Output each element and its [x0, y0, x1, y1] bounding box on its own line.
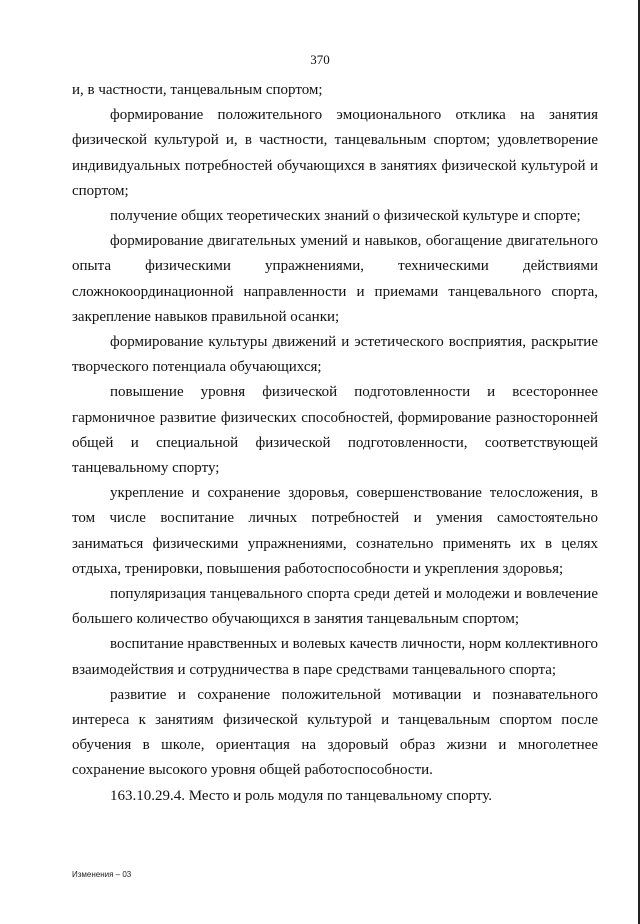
- section-heading: 163.10.29.4. Место и роль модуля по танцевальному спорту.: [110, 787, 492, 804]
- paragraph: формирование положительного эмоционального отклика на занятия физической культурой и, в частности, танцевальным спортом; удовлетворение индивидуальных потребностей обучающихся в занятиях физической культурой и спортом;: [72, 107, 598, 199]
- footer-revision-note: Изменения – 03: [72, 870, 132, 879]
- paragraph: популяризация танцевального спорта среди детей и молодежи и вовлечение большего количество обучающихся в занятия танцевальным спортом;: [72, 586, 598, 628]
- paragraph: формирование двигательных умений и навыков, обогащение двигательного опыта физическими упражнениями, техническими действиями сложнокоординационной направленности и приемами танцевального спорта, закрепление навыков правильной осанки;: [72, 233, 598, 325]
- paragraph-continuation: и, в частности, танцевальным спортом;: [72, 82, 323, 98]
- paragraph: развитие и сохранение положительной мотивации и познавательного интереса к занятиям физической культурой и танцевальным спортом после обучения в школе, ориентация на здоровый образ жизни и многолетнее сохранение высокого уровня общей работоспособности.: [72, 686, 598, 779]
- paragraph: повышение уровня физической подготовленности и всестороннее гармоничное развитие физических способностей, формирование разносторонней общей и специальной физической подготовленности, соответствующей танцевальному спорту;: [72, 384, 598, 477]
- paragraph: воспитание нравственных и волевых качеств личности, норм коллективного взаимодействия и сотрудничества в паре средствами танцевального спорта;: [72, 636, 598, 678]
- paragraph: формирование культуры движений и эстетического восприятия, раскрытие творческого потенциала обучающихся;: [72, 334, 598, 376]
- page-number: 370: [310, 52, 330, 67]
- document-body: [72, 78, 598, 809]
- paragraph: укрепление и сохранение здоровья, совершенствование телосложения, в том числе воспитание личных потребностей и умения самостоятельно заниматься физическими упражнениями, сознательно применять их в целях отдыха, тренировки, повышения работоспособности и укрепления здоровья;: [72, 485, 598, 577]
- paragraph: получение общих теоретических знаний о физической культуре и спорте;: [110, 208, 581, 225]
